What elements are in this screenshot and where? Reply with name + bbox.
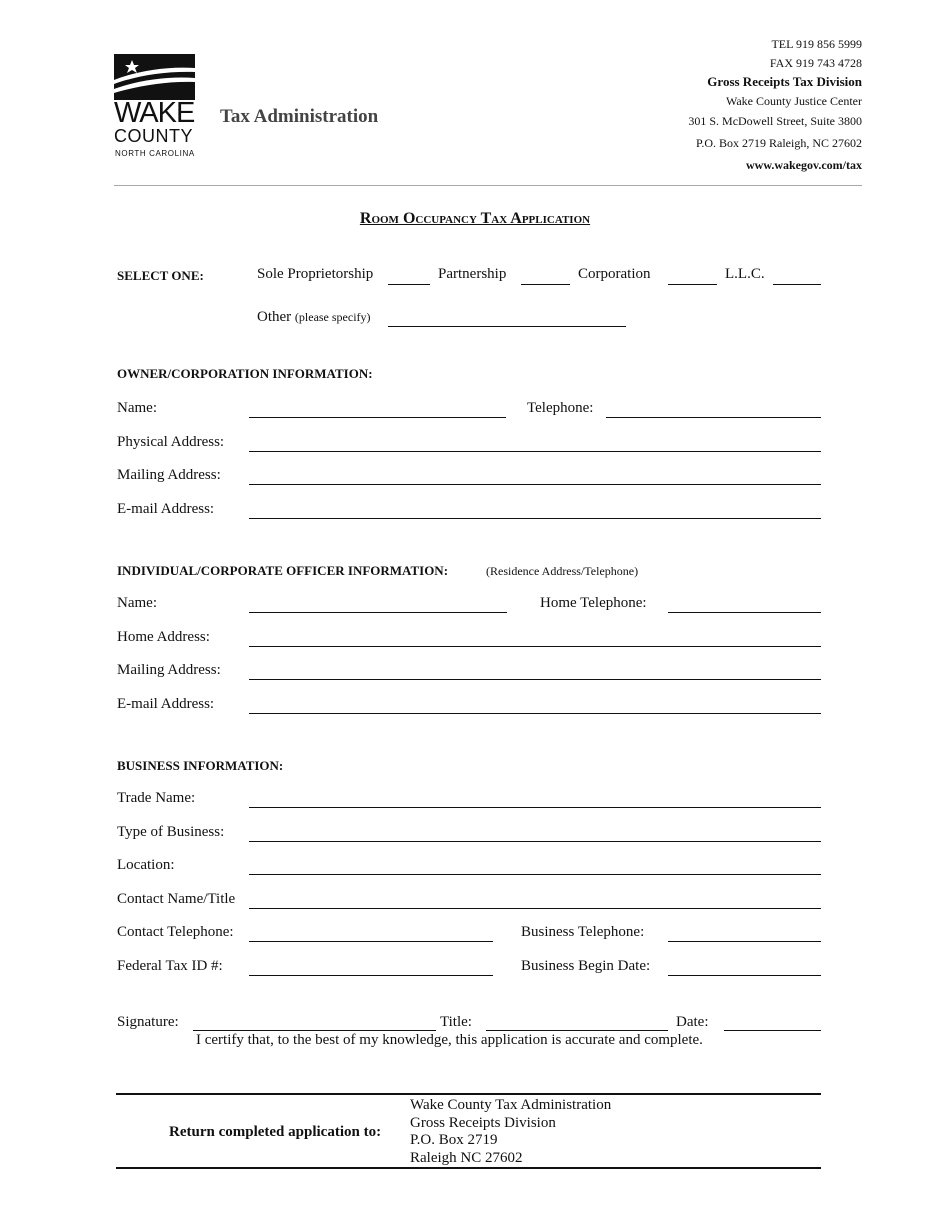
signature-field[interactable] [193, 1030, 436, 1031]
flag-emblem-icon [114, 54, 195, 100]
llc-field[interactable] [773, 284, 821, 285]
contact-pobox: P.O. Box 2719 Raleigh, NC 27602 [695, 136, 862, 150]
contact-tel: TEL 919 856 5999 [771, 37, 862, 51]
form-title: Room Occupancy Tax Application [359, 210, 591, 227]
signature-title-field[interactable] [486, 1030, 668, 1031]
owner-name-field[interactable] [249, 417, 506, 418]
signature-title-label: Title: [440, 1014, 472, 1030]
owner-telephone-label: Telephone: [527, 400, 594, 416]
location-field[interactable] [249, 874, 821, 875]
owner-physical-field[interactable] [249, 451, 821, 452]
contact-division: Gross Receipts Tax Division [707, 74, 862, 89]
return-address-line: Raleigh NC 27602 [410, 1150, 523, 1166]
option-other: Other (please specify) [257, 309, 371, 325]
contact-web[interactable]: www.wakegov.com/tax [746, 158, 862, 172]
business-telephone-label: Business Telephone: [521, 924, 645, 940]
trade-name-label: Trade Name: [117, 790, 196, 806]
owner-section-heading: OWNER/CORPORATION INFORMATION: [117, 366, 373, 381]
officer-section-note: (Residence Address/Telephone) [486, 564, 639, 578]
signature-date-label: Date: [676, 1014, 709, 1030]
other-note: (please specify) [294, 310, 371, 324]
contact-street: 301 S. McDowell Street, Suite 3800 [688, 114, 862, 128]
contact-telephone-label: Contact Telephone: [117, 924, 234, 940]
business-begin-date-field[interactable] [668, 975, 821, 976]
officer-name-field[interactable] [249, 612, 507, 613]
department-name: Tax Administration [220, 106, 379, 127]
business-type-label: Type of Business: [117, 824, 225, 840]
option-sole-proprietorship: Sole Proprietorship [257, 266, 374, 282]
officer-section-heading: INDIVIDUAL/CORPORATE OFFICER INFORMATION: [117, 563, 449, 578]
contact-fax: FAX 919 743 4728 [769, 56, 862, 70]
wake-county-logo [114, 54, 196, 158]
location-label: Location: [117, 857, 175, 873]
select-one-label: SELECT ONE: [117, 268, 204, 283]
contact-name-field[interactable] [249, 908, 821, 909]
officer-mailing-label: Mailing Address: [117, 662, 221, 678]
owner-mailing-label: Mailing Address: [117, 467, 221, 483]
return-bottom-rule [116, 1167, 821, 1169]
return-address-line: Wake County Tax Administration [410, 1097, 612, 1113]
officer-email-field[interactable] [249, 713, 821, 714]
contact-name-label: Contact Name/Title [117, 891, 236, 907]
other-specify-field[interactable] [388, 326, 626, 327]
certification-statement: I certify that, to the best of my knowledge, this application is accurate and complete. [196, 1032, 703, 1048]
contact-center: Wake County Justice Center [725, 94, 862, 108]
logo-word-state: NORTH CAROLINA [115, 149, 195, 158]
officer-home-tel-field[interactable] [668, 612, 821, 613]
logo-word-wake: WAKE [114, 97, 195, 129]
business-telephone-field[interactable] [668, 941, 821, 942]
return-label: Return completed application to: [169, 1124, 382, 1140]
trade-name-field[interactable] [249, 807, 821, 808]
owner-email-field[interactable] [249, 518, 821, 519]
logo-word-county: COUNTY [114, 126, 193, 146]
return-address-line: P.O. Box 2719 [410, 1132, 498, 1148]
return-top-rule [116, 1093, 821, 1095]
signature-label: Signature: [117, 1014, 179, 1030]
business-begin-date-label: Business Begin Date: [521, 958, 651, 974]
owner-name-label: Name: [117, 400, 157, 416]
contact-telephone-field[interactable] [249, 941, 493, 942]
owner-email-label: E-mail Address: [117, 501, 215, 517]
federal-tax-id-field[interactable] [249, 975, 493, 976]
federal-tax-id-label: Federal Tax ID #: [117, 958, 223, 974]
officer-email-label: E-mail Address: [117, 696, 215, 712]
owner-telephone-field[interactable] [606, 417, 821, 418]
corporation-field[interactable] [668, 284, 717, 285]
option-llc: L.L.C. [725, 266, 765, 282]
officer-name-label: Name: [117, 595, 157, 611]
business-section-heading: BUSINESS INFORMATION: [117, 758, 284, 773]
sole-proprietorship-field[interactable] [388, 284, 430, 285]
officer-home-addr-label: Home Address: [117, 629, 210, 645]
option-partnership: Partnership [438, 266, 507, 282]
owner-mailing-field[interactable] [249, 484, 821, 485]
signature-date-field[interactable] [724, 1030, 821, 1031]
officer-home-tel-label: Home Telephone: [540, 595, 647, 611]
option-corporation: Corporation [578, 266, 651, 282]
business-type-field[interactable] [249, 841, 821, 842]
officer-mailing-field[interactable] [249, 679, 821, 680]
return-address-line: Gross Receipts Division [410, 1115, 556, 1131]
owner-physical-label: Physical Address: [117, 434, 225, 450]
header-divider [114, 185, 862, 186]
partnership-field[interactable] [521, 284, 570, 285]
officer-home-addr-field[interactable] [249, 646, 821, 647]
